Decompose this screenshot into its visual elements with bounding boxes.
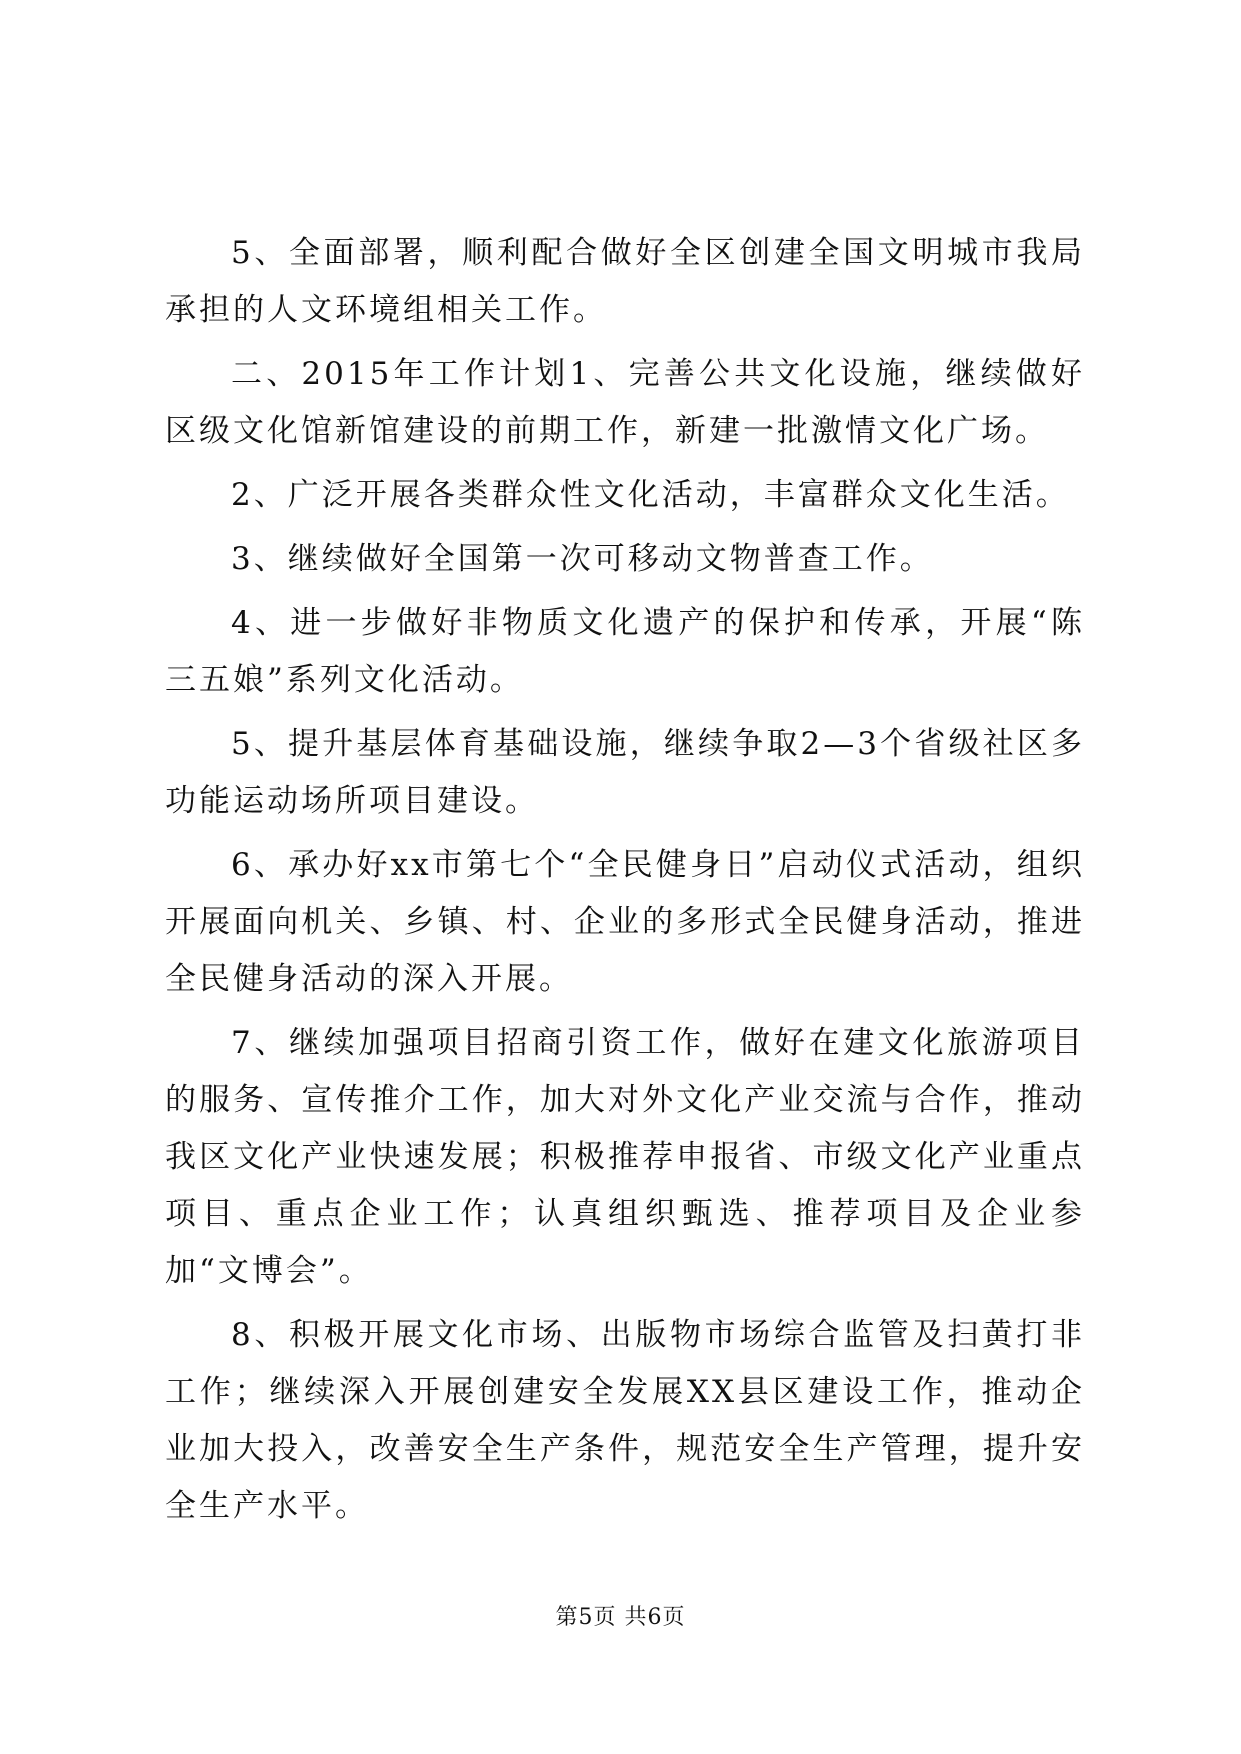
paragraph-plan-4: 4、进一步做好非物质文化遗产的保护和传承，开展“陈三五娘”系列文化活动。 — [165, 605, 1085, 698]
paragraph-plan-8: 8、积极开展文化市场、出版物市场综合监管及扫黄打非工作；继续深入开展创建安全发展XX县区建设工作，推动企业加大投入，改善安全生产条件，规范安全生产管理，提升安全生产水平。 — [165, 1317, 1085, 1524]
paragraph-plan-6: 6、承办好xx市第七个“全民健身日”启动仪式活动，组织开展面向机关、乡镇、村、企业的多形式全民健身活动，推进全民健身活动的深入开展。 — [165, 847, 1085, 997]
paragraph-plan-2015: 二、2015年工作计划1、完善公共文化设施，继续做好区级文化馆新馆建设的前期工作，新建一批激情文化广场。 — [165, 356, 1085, 449]
paragraph-item-5-summary: 5、全面部署，顺利配合做好全区创建全国文明城市我局承担的人文环境组相关工作。 — [165, 235, 1085, 328]
page-number-footer: 第5页 共6页 — [555, 1605, 686, 1630]
paragraph-plan-2: 2、广泛开展各类群众性文化活动，丰富群众文化生活。 — [231, 477, 1070, 513]
paragraph-plan-3: 3、继续做好全国第一次可移动文物普查工作。 — [231, 541, 934, 577]
paragraph-plan-5: 5、提升基层体育基础设施，继续争取2—3个省级社区多功能运动场所项目建设。 — [165, 726, 1085, 819]
document-body — [165, 225, 1085, 1535]
paragraph-plan-7: 7、继续加强项目招商引资工作，做好在建文化旅游项目的服务、宣传推介工作，加大对外文化产业交流与合作，推动我区文化产业快速发展；积极推荐申报省、市级文化产业重点项目、重点企业工作；认真组织甄选、推荐项目及企业参加“文博会”。 — [165, 1025, 1085, 1289]
